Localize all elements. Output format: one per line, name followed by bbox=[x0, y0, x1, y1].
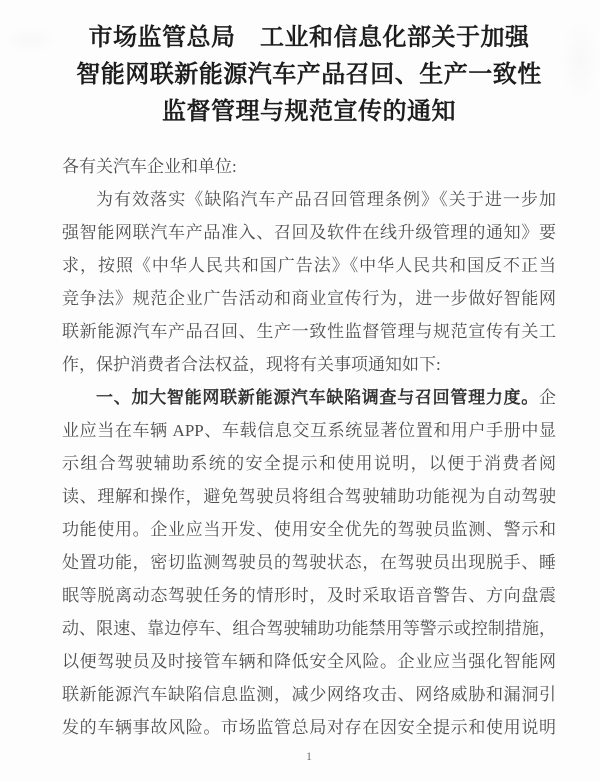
body-text: 企 bbox=[539, 388, 556, 407]
body-text: 处置功能，密切监测驾驶员的驾驶状态，在驾驶员出现脱手、睡 bbox=[62, 553, 556, 572]
body-line bbox=[62, 249, 556, 282]
body-text: 示组合驾驶辅助系统的安全提示和使用说明，以便于消费者阅 bbox=[62, 454, 556, 473]
body-text: 联新能源汽车产品召回、生产一致性监督管理与规范宣传有关工 bbox=[62, 322, 556, 341]
body-line bbox=[62, 579, 556, 612]
body-text: 竞争法》规范企业广告活动和商业宣传行为，进一步做好智能网 bbox=[62, 289, 556, 308]
body-text: 联新能源汽车缺陷信息监测，减少网络攻击、网络威胁和漏洞引 bbox=[62, 685, 556, 704]
body-lines bbox=[62, 183, 556, 744]
body-text: 为有效落实《缺陷汽车产品召回管理条例》《关于进一步加 bbox=[96, 190, 556, 209]
body-line bbox=[62, 678, 556, 711]
body-text: 作，保护消费者合法权益，现将有关事项通知如下: bbox=[62, 355, 441, 374]
body-text: 动、限速、靠边停车、组合驾驶辅助功能禁用等警示或控制措施， bbox=[62, 619, 556, 638]
body-line bbox=[62, 513, 556, 546]
body-line bbox=[62, 348, 556, 381]
body-line bbox=[62, 612, 556, 645]
body-line bbox=[62, 447, 556, 480]
body-line bbox=[62, 216, 556, 249]
body-text: 发的车辆事故风险。市场监管总局对存在因安全提示和使用说明 bbox=[62, 718, 556, 737]
body-line bbox=[62, 183, 556, 216]
body-line bbox=[62, 711, 556, 744]
body-text: 业应当在车辆 APP、车载信息交互系统显著位置和用户手册中显 bbox=[62, 421, 556, 440]
page-number: 1 bbox=[306, 749, 312, 763]
document-title bbox=[62, 20, 556, 131]
body-line bbox=[62, 480, 556, 513]
body-text: 以便驾驶员及时接管车辆和降低安全风险。企业应当强化智能网 bbox=[62, 652, 556, 671]
body-line bbox=[62, 414, 556, 447]
body-line bbox=[62, 282, 556, 315]
section-heading-text: 一、加大智能网联新能源汽车缺陷调查与召回管理力度。 bbox=[96, 388, 539, 407]
body-text: 强智能网联汽车产品准入、召回及软件在线升级管理的通知》要 bbox=[62, 223, 556, 242]
document-body bbox=[62, 150, 556, 744]
salutation-line: 各有关汽车企业和单位: bbox=[62, 157, 237, 176]
body-text: 求，按照《中华人民共和国广告法》《中华人民共和国反不正当 bbox=[62, 256, 556, 275]
body-text: 读、理解和操作，避免驾驶员将组合驾驶辅助功能视为自动驾驶 bbox=[62, 487, 556, 506]
document-title-line-2: 智能网联新能源汽车产品召回、生产一致性 bbox=[76, 62, 542, 88]
body-line bbox=[62, 315, 556, 348]
body-line bbox=[62, 381, 556, 414]
body-text: 功能使用。企业应当开发、使用安全优先的驾驶员监测、警示和 bbox=[62, 520, 556, 539]
document-title-line-3: 监督管理与规范宣传的通知 bbox=[162, 99, 456, 125]
body-text: 眠等脱离动态驾驶任务的情形时，及时采取语音警告、方向盘震 bbox=[62, 586, 556, 605]
document-title-line-1: 市场监管总局 工业和信息化部关于加强 bbox=[88, 25, 530, 51]
body-line bbox=[62, 645, 556, 678]
body-line bbox=[62, 546, 556, 579]
